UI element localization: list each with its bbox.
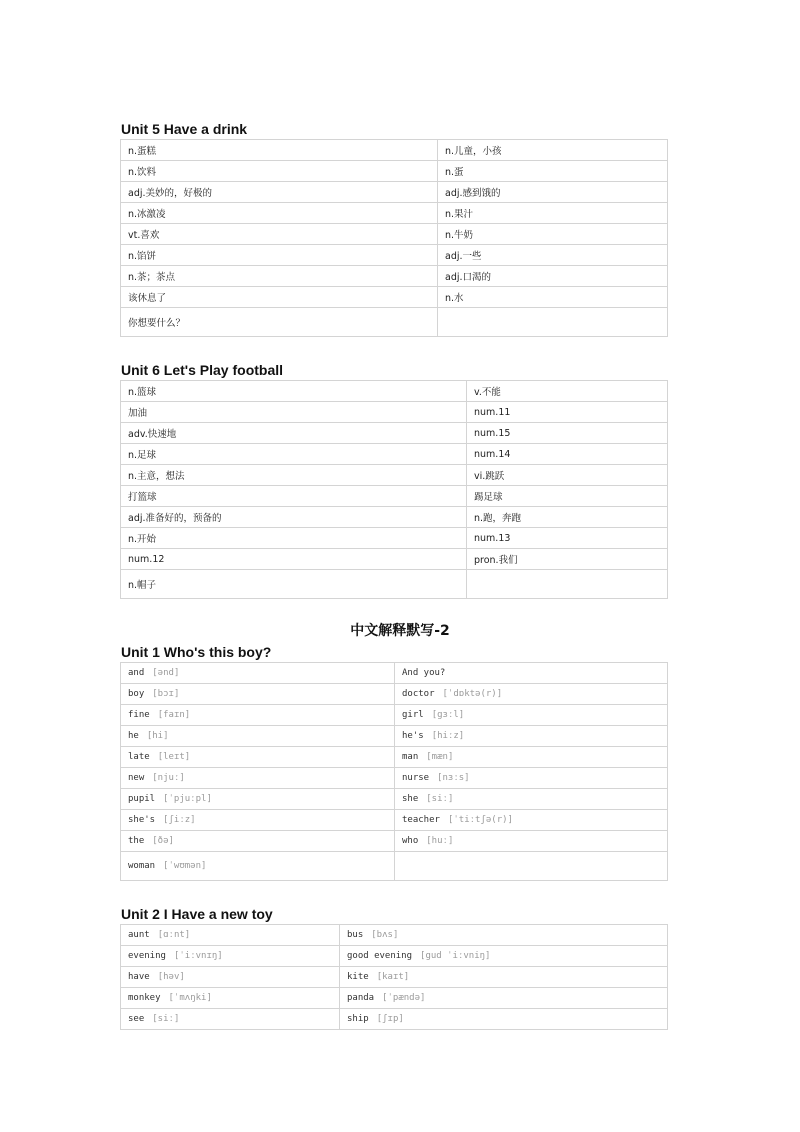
table-cell <box>395 831 668 852</box>
vocab-word: pupil <box>128 794 156 804</box>
table-row <box>121 444 668 465</box>
table-row <box>121 224 668 245</box>
unit2-title: Unit 2 I Have a new toy <box>121 906 273 922</box>
phonetic-transcription: [ˈpændə] <box>382 993 426 1003</box>
unit6-title: Unit 6 Let's Play football <box>121 362 284 378</box>
vocab-word: panda <box>347 993 375 1003</box>
table-cell: n.馅饼 <box>121 245 438 266</box>
phonetic-transcription: [mæn] <box>426 752 454 762</box>
table-cell <box>121 831 395 852</box>
vocab-word: teacher <box>402 815 440 825</box>
vocab-word: nurse <box>402 773 430 783</box>
vocab-word: And you? <box>402 668 446 678</box>
phonetic-transcription: [gɜːl] <box>431 710 465 720</box>
table-row <box>121 789 668 810</box>
table-cell: n.足球 <box>121 444 467 465</box>
vocab-word: the <box>128 836 145 846</box>
table-row <box>121 925 668 946</box>
table-row <box>121 831 668 852</box>
table-cell: n.开始 <box>121 528 467 549</box>
phonetic-transcription: [ˈiːvnɪŋ] <box>173 951 223 961</box>
unit5-table <box>120 139 668 337</box>
table-cell: n.儿童，小孩 <box>438 140 668 161</box>
unit2-table <box>120 924 668 1030</box>
table-cell: adj.美妙的，好极的 <box>121 182 438 203</box>
table-cell <box>395 789 668 810</box>
phonetic-transcription: [ʃiːz] <box>163 815 196 825</box>
table-cell: vt.喜欢 <box>121 224 438 245</box>
unit6-table <box>120 380 668 599</box>
phonetic-transcription: [ˈtiːtʃə(r)] <box>447 815 513 825</box>
table-cell <box>121 810 395 831</box>
table-cell <box>340 988 668 1009</box>
table-row <box>121 946 668 967</box>
phonetic-transcription: [ˈwʊmən] <box>163 861 207 871</box>
table-cell <box>340 925 668 946</box>
table-row <box>121 528 668 549</box>
phonetic-transcription: [nɜːs] <box>437 773 470 783</box>
table-cell <box>395 747 668 768</box>
table-cell: n.主意，想法 <box>121 465 467 486</box>
table-cell <box>121 852 395 881</box>
table-cell <box>121 747 395 768</box>
table-row <box>121 308 668 337</box>
vocab-word: he's <box>402 731 424 741</box>
phonetic-transcription: [ˈpjuːpl] <box>163 794 212 804</box>
table-cell: pron.我们 <box>467 549 668 570</box>
table-cell <box>340 967 668 988</box>
vocab-word: doctor <box>402 689 435 699</box>
table-row <box>121 486 668 507</box>
table-cell: num.11 <box>467 402 668 423</box>
vocab-word: aunt <box>128 930 150 940</box>
vocab-word: woman <box>128 861 156 871</box>
vocab-word: he <box>128 731 139 741</box>
vocab-word: new <box>128 773 145 783</box>
table-row <box>121 988 668 1009</box>
table-cell <box>121 705 395 726</box>
table-row <box>121 140 668 161</box>
table-row <box>121 1009 668 1030</box>
table-cell: n.蛋 <box>438 161 668 182</box>
table-cell: adj.口渴的 <box>438 266 668 287</box>
table-cell <box>121 967 340 988</box>
table-cell <box>121 925 340 946</box>
table-cell <box>121 684 395 705</box>
phonetic-transcription: [kaɪt] <box>376 972 410 982</box>
table-cell <box>395 810 668 831</box>
phonetic-transcription: [ənd] <box>152 668 180 678</box>
vocab-word: late <box>128 752 150 762</box>
table-cell <box>395 684 668 705</box>
phonetic-transcription: [ɑːnt] <box>157 930 191 940</box>
table-cell <box>395 663 668 684</box>
table-row <box>121 549 668 570</box>
table-cell: num.13 <box>467 528 668 549</box>
phonetic-transcription: [bʌs] <box>371 930 399 940</box>
table-cell <box>395 768 668 789</box>
phonetic-transcription: [faɪn] <box>157 710 191 720</box>
table-cell: adv.快速地 <box>121 423 467 444</box>
table-cell: 踢足球 <box>467 486 668 507</box>
table-cell: adj.一些 <box>438 245 668 266</box>
phonetic-transcription: [hiːz] <box>431 731 465 741</box>
page-heading: 中文解释默写-2 <box>350 623 450 639</box>
vocab-word: good evening <box>347 951 413 961</box>
table-row <box>121 852 668 881</box>
phonetic-transcription: [ˈmʌŋki] <box>168 993 212 1003</box>
phonetic-transcription: [siː] <box>426 794 454 804</box>
table-cell <box>395 852 668 881</box>
table-row <box>121 245 668 266</box>
phonetic-transcription: [ʃɪp] <box>376 1014 404 1024</box>
table-row <box>121 507 668 528</box>
table-cell: 你想要什么？ <box>121 308 438 337</box>
vocab-word: evening <box>128 951 166 961</box>
table-cell <box>121 988 340 1009</box>
table-cell: 该休息了 <box>121 287 438 308</box>
table-cell: n.饮料 <box>121 161 438 182</box>
table-cell: n.帽子 <box>121 570 467 599</box>
table-cell: n.蛋糕 <box>121 140 438 161</box>
table-cell: 打篮球 <box>121 486 467 507</box>
phonetic-transcription: [siː] <box>152 1014 180 1024</box>
table-cell: num.15 <box>467 423 668 444</box>
phonetic-transcription: [njuː] <box>152 773 185 783</box>
table-row <box>121 663 668 684</box>
vocab-word: she's <box>128 815 156 825</box>
vocab-word: she <box>402 794 419 804</box>
table-cell <box>438 308 668 337</box>
vocab-word: and <box>128 668 145 678</box>
unit1-title: Unit 1 Who's this boy? <box>121 644 272 660</box>
table-cell: vi.跳跃 <box>467 465 668 486</box>
table-row <box>121 203 668 224</box>
vocab-word: who <box>402 836 419 846</box>
table-row <box>121 684 668 705</box>
table-row <box>121 768 668 789</box>
phonetic-transcription: [huː] <box>426 836 454 846</box>
table-cell: n.茶；茶点 <box>121 266 438 287</box>
vocab-word: boy <box>128 689 145 699</box>
table-cell: v.不能 <box>467 381 668 402</box>
table-row <box>121 465 668 486</box>
table-cell: n.篮球 <box>121 381 467 402</box>
vocab-word: girl <box>402 710 424 720</box>
table-cell: n.牛奶 <box>438 224 668 245</box>
unit1-table <box>120 662 668 881</box>
phonetic-transcription: [həv] <box>157 972 185 982</box>
table-cell <box>467 570 668 599</box>
table-cell <box>340 946 668 967</box>
table-cell <box>121 946 340 967</box>
table-row <box>121 726 668 747</box>
table-cell <box>395 726 668 747</box>
vocab-word: kite <box>347 972 369 982</box>
table-row <box>121 381 668 402</box>
table-cell <box>121 768 395 789</box>
unit5-title: Unit 5 Have a drink <box>121 121 248 137</box>
table-row <box>121 402 668 423</box>
table-row <box>121 570 668 599</box>
table-cell <box>121 663 395 684</box>
table-row <box>121 287 668 308</box>
table-row <box>121 423 668 444</box>
phonetic-transcription: [leɪt] <box>157 752 191 762</box>
phonetic-transcription: [bɔɪ] <box>152 689 180 699</box>
vocab-word: man <box>402 752 419 762</box>
table-cell <box>121 726 395 747</box>
table-row <box>121 266 668 287</box>
table-row <box>121 967 668 988</box>
table-cell: n.果汁 <box>438 203 668 224</box>
vocab-word: have <box>128 972 150 982</box>
table-row <box>121 161 668 182</box>
table-cell: n.冰激凌 <box>121 203 438 224</box>
table-row <box>121 810 668 831</box>
table-cell: adj.准备好的，预备的 <box>121 507 467 528</box>
table-cell: adj.感到饿的 <box>438 182 668 203</box>
vocab-word: monkey <box>128 993 161 1003</box>
table-cell <box>121 789 395 810</box>
table-cell <box>340 1009 668 1030</box>
vocab-word: fine <box>128 710 150 720</box>
table-cell <box>395 705 668 726</box>
table-cell: 加油 <box>121 402 467 423</box>
table-cell <box>121 1009 340 1030</box>
table-row <box>121 705 668 726</box>
table-row <box>121 182 668 203</box>
vocab-word: bus <box>347 930 364 940</box>
vocab-word: see <box>128 1014 145 1024</box>
table-row <box>121 747 668 768</box>
phonetic-transcription: [gud ˈiːvniŋ] <box>420 951 491 961</box>
table-cell: num.12 <box>121 549 467 570</box>
table-cell: n.水 <box>438 287 668 308</box>
table-cell: n.跑，奔跑 <box>467 507 668 528</box>
phonetic-transcription: [ˈdɒktə(r)] <box>442 689 503 699</box>
vocab-word: ship <box>347 1014 369 1024</box>
phonetic-transcription: [hi] <box>146 731 169 741</box>
table-cell: num.14 <box>467 444 668 465</box>
phonetic-transcription: [ðə] <box>152 836 174 846</box>
